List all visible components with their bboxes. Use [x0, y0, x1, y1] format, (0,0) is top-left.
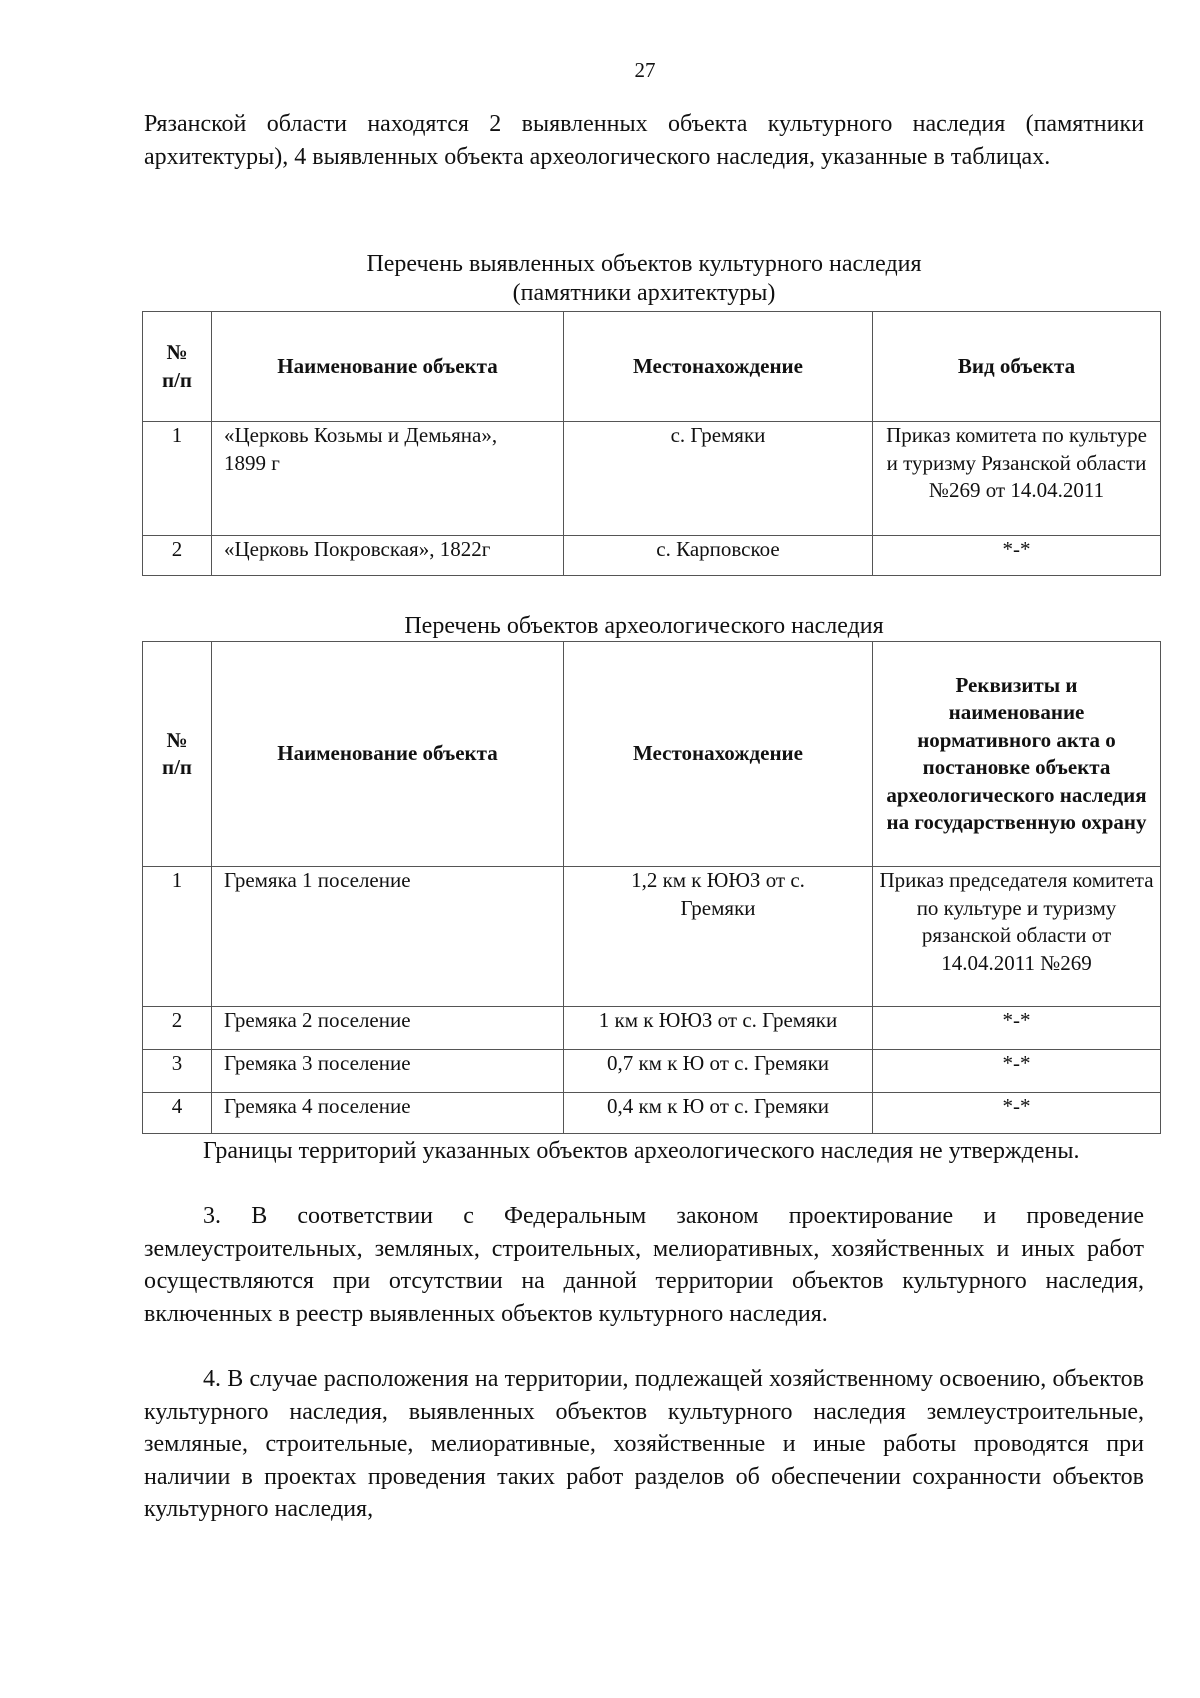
table1-caption-line2: (памятники архитектуры) [512, 280, 776, 306]
cell-type: Приказ комитета по культуре и туризму Рязанской области №269 от 14.04.2011 [873, 422, 1161, 536]
cell-act: *-* [873, 1007, 1161, 1050]
table1-caption [144, 250, 1144, 308]
table-row [143, 1093, 1161, 1134]
cell-name: Гремяка 2 поселение [212, 1007, 564, 1050]
paragraph-item-3: 3. В соответствии с Федеральным законом проектирование и проведение землеустроительных, земляных, строительных, мелиоративных, хозяйственных и иных работ осуществляются при отсутствии на данной территории объектов культурного наследия, включенных в реестр выявленных объектов культурного наследия. [144, 1203, 1144, 1327]
cell-num: 2 [143, 536, 212, 576]
cell-type: *-* [873, 536, 1161, 576]
cell-location: 1,2 км к ЮЮЗ от с. Гремяки [564, 867, 873, 1007]
table-header-row [143, 312, 1161, 422]
table-row [143, 536, 1161, 576]
table2-caption: Перечень объектов археологического наследия [404, 613, 884, 639]
table-row [143, 422, 1161, 536]
cell-num: 4 [143, 1093, 212, 1134]
table-row [143, 1007, 1161, 1050]
cell-name: Гремяка 4 поселение [212, 1093, 564, 1134]
cell-act: *-* [873, 1050, 1161, 1093]
table-header-row [143, 642, 1161, 867]
header-num: № п/п [143, 312, 212, 422]
cell-location: 1 км к ЮЮЗ от с. Гремяки [564, 1007, 873, 1050]
table-row [143, 1050, 1161, 1093]
cell-name: «Церковь Козьмы и Демьяна», 1899 г [212, 422, 564, 536]
paragraph-item-4: 4. В случае расположения на территории, подлежащей хозяйственному освоению, объектов культурного наследия, выявленных объектов культурного наследия землеустроительные, земляные, строительные, мелиоративные, хозяйственные и иные работы проводятся при наличии в проектах проведения таких работ разделов об обеспечении сохранности объектов культурного наследия, [144, 1366, 1144, 1522]
cell-location: 0,4 км к Ю от с. Гремяки [564, 1093, 873, 1134]
cell-num: 2 [143, 1007, 212, 1050]
cell-name: Гремяка 3 поселение [212, 1050, 564, 1093]
cell-name: Гремяка 1 поселение [212, 867, 564, 1007]
table-architecture-monuments [142, 311, 1161, 576]
cell-name: «Церковь Покровская», 1822г [212, 536, 564, 576]
header-act: Реквизиты и наименование нормативного акта о постановке объекта археологического наследия на государственную охрану [873, 642, 1161, 867]
cell-num: 1 [143, 867, 212, 1007]
header-location: Местонахождение [564, 312, 873, 422]
header-num: № п/п [143, 642, 212, 867]
paragraph-boundaries: Границы территорий указанных объектов археологического наследия не утверждены. [203, 1138, 1080, 1164]
header-location: Местонахождение [564, 642, 873, 867]
table-archaeological-heritage [142, 641, 1161, 1134]
cell-location: с. Гремяки [564, 422, 873, 536]
header-name: Наименование объекта [212, 642, 564, 867]
intro-paragraph: Рязанской области находятся 2 выявленных объекта культурного наследия (памятники архитектуры), 4 выявленных объекта археологического наследия, указанные в таблицах. [144, 111, 1144, 170]
cell-act: Приказ председателя комитета по культуре и туризму рязанской области от 14.04.2011 №269 [873, 867, 1161, 1007]
cell-act: *-* [873, 1093, 1161, 1134]
page-number: 27 [634, 58, 656, 82]
table1-caption-line1: Перечень выявленных объектов культурного наследия [366, 251, 922, 277]
table-row [143, 867, 1161, 1007]
cell-num: 1 [143, 422, 212, 536]
cell-location: с. Карповское [564, 536, 873, 576]
cell-num: 3 [143, 1050, 212, 1093]
cell-location: 0,7 км к Ю от с. Гремяки [564, 1050, 873, 1093]
header-name: Наименование объекта [212, 312, 564, 422]
header-type: Вид объекта [873, 312, 1161, 422]
